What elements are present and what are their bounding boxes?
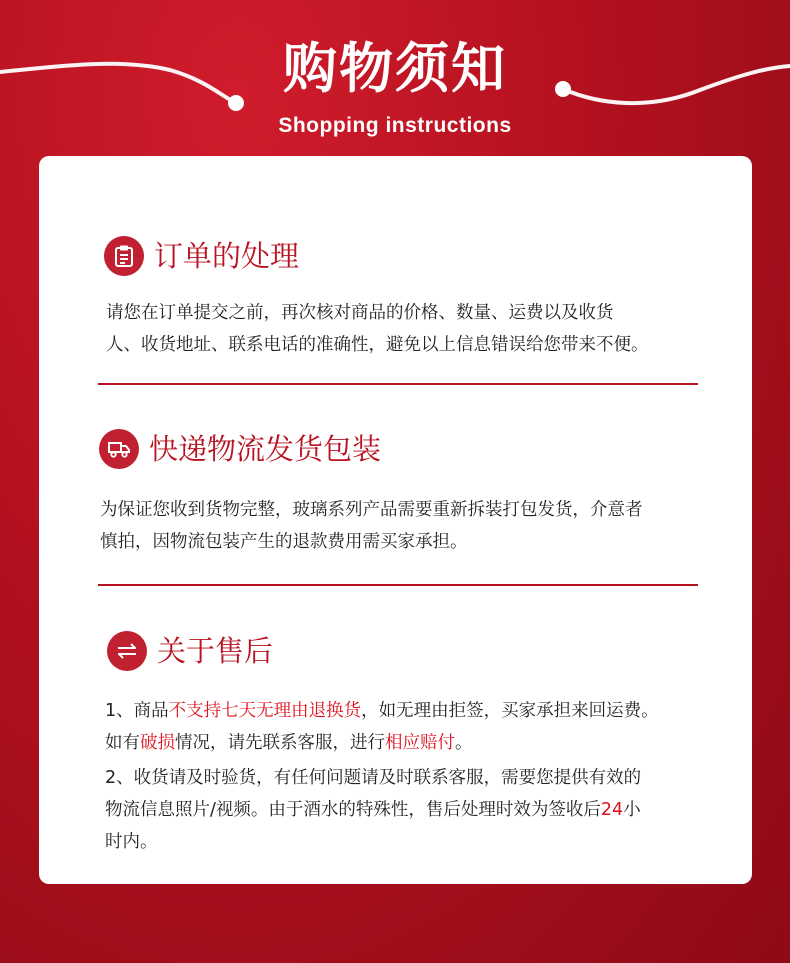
text-line: 人、收货地址、联系电话的准确性，避免以上信息错误给您带来不便。 [106,335,649,355]
text-line: 为保证您收到货物完整，玻璃系列产品需要重新拆装打包发货，介意者 [100,500,643,520]
instructions-card [39,156,752,884]
section-order-title: 订单的处理 [154,239,300,273]
text-segment: 情况，请先联系客服，进行 [175,733,385,753]
text-segment: ，如无理由拒签，买家承担来回运费。 [361,701,659,721]
section-order-header [104,236,299,276]
clipboard-icon [104,236,144,276]
aftersale-item-2 [105,762,641,858]
text-line: 时内。 [105,832,158,852]
section-shipping-text [100,494,643,558]
exchange-arrows-icon [107,631,147,671]
section-aftersale-title: 关于售后 [157,634,274,668]
divider [98,584,698,586]
highlight-text: 相应赔付 [385,733,455,753]
section-order-text [106,297,649,361]
section-shipping-header [99,429,381,469]
text-line [105,695,659,727]
delivery-truck-icon [99,429,139,469]
highlight-text: 24 [600,800,624,820]
text-line: 2、收货请及时验货，有任何问题请及时联系客服，需要您提供有效的 [105,768,642,788]
text-line [105,794,641,826]
divider [98,383,698,385]
text-segment: 小 [623,800,641,820]
page-title: 购物须知 [283,37,507,100]
section-aftersale-header [107,631,273,671]
text-segment: 1、商品 [105,701,169,721]
highlight-text: 破损 [140,733,175,753]
page-subtitle: Shopping instructions [278,114,512,137]
text-segment: 。 [455,733,473,753]
text-line: 请您在订单提交之前，再次核对商品的价格、数量、运费以及收货 [106,303,614,323]
text-line [105,727,659,759]
section-shipping-title: 快递物流发货包装 [149,432,382,466]
header-banner [0,0,790,150]
highlight-text: 不支持七天无理由退换货 [168,701,362,721]
aftersale-item-1 [105,695,659,759]
text-line: 慎拍，因物流包装产生的退款费用需买家承担。 [100,532,468,552]
text-segment: 物流信息照片/视频。由于酒水的特殊性，售后处理时效为签收后 [105,800,601,820]
text-segment: 如有 [105,733,140,753]
